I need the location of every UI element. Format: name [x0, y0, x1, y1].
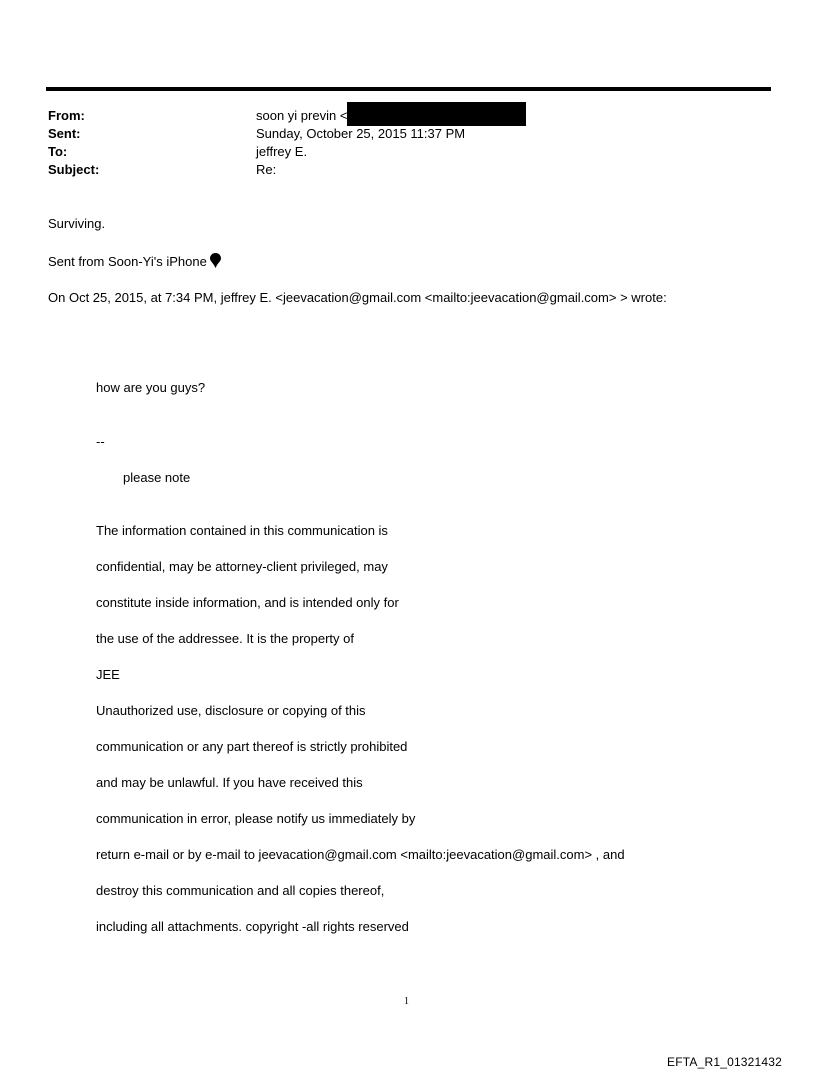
- disclaimer-line: the use of the addressee. It is the property of: [96, 631, 354, 646]
- disclaimer-line: communication in error, please notify us immediately by: [96, 811, 416, 826]
- quote-intro: On Oct 25, 2015, at 7:34 PM, jeffrey E. <jeevacation@gmail.com <mailto:jeevacation@gmail.com> > wrote:: [48, 290, 667, 305]
- to-label: To:: [48, 144, 68, 159]
- from-label: From:: [48, 108, 85, 123]
- from-value: soon yi previn <: [256, 108, 348, 123]
- reply-text: Surviving.: [48, 216, 106, 231]
- disclaimer-line: confidential, may be attorney-client privileged, may: [96, 559, 388, 574]
- header-rule: [46, 87, 771, 91]
- disclaimer-line: constitute inside information, and is intended only for: [96, 595, 399, 610]
- sent-value: Sunday, October 25, 2015 11:37 PM: [256, 126, 466, 141]
- disclaimer: [96, 504, 625, 954]
- subject-value: Re:: [256, 162, 277, 177]
- disclaimer-line: Unauthorized use, disclosure or copying of this: [96, 703, 366, 718]
- signature-text: Sent from Soon-Yi's iPhone: [48, 254, 207, 269]
- disclaimer-line: including all attachments. copyright -all rights reserved: [96, 919, 409, 934]
- subject-label: Subject:: [48, 162, 100, 177]
- document-id: EFTA_R1_01321432: [667, 1055, 783, 1069]
- sent-label: Sent:: [48, 126, 81, 141]
- redaction-box: [347, 102, 526, 126]
- note-heading: please note: [123, 470, 191, 485]
- to-value: jeffrey E.: [256, 144, 308, 159]
- signature-line: [48, 253, 221, 273]
- disclaimer-line: return e-mail or by e-mail to jeevacation@gmail.com <mailto:jeevacation@gmail.com> , and: [96, 847, 625, 862]
- page-number: 1: [404, 996, 409, 1007]
- disclaimer-line: The information contained in this communication is: [96, 523, 388, 538]
- disclaimer-line: destroy this communication and all copies thereof,: [96, 883, 385, 898]
- quoted-message: how are you guys?: [96, 380, 206, 395]
- pin-icon: [210, 253, 221, 273]
- disclaimer-line: JEE: [96, 667, 120, 682]
- disclaimer-line: and may be unlawful. If you have received this: [96, 775, 363, 790]
- signature-separator: --: [96, 434, 105, 449]
- disclaimer-line: communication or any part thereof is strictly prohibited: [96, 739, 408, 754]
